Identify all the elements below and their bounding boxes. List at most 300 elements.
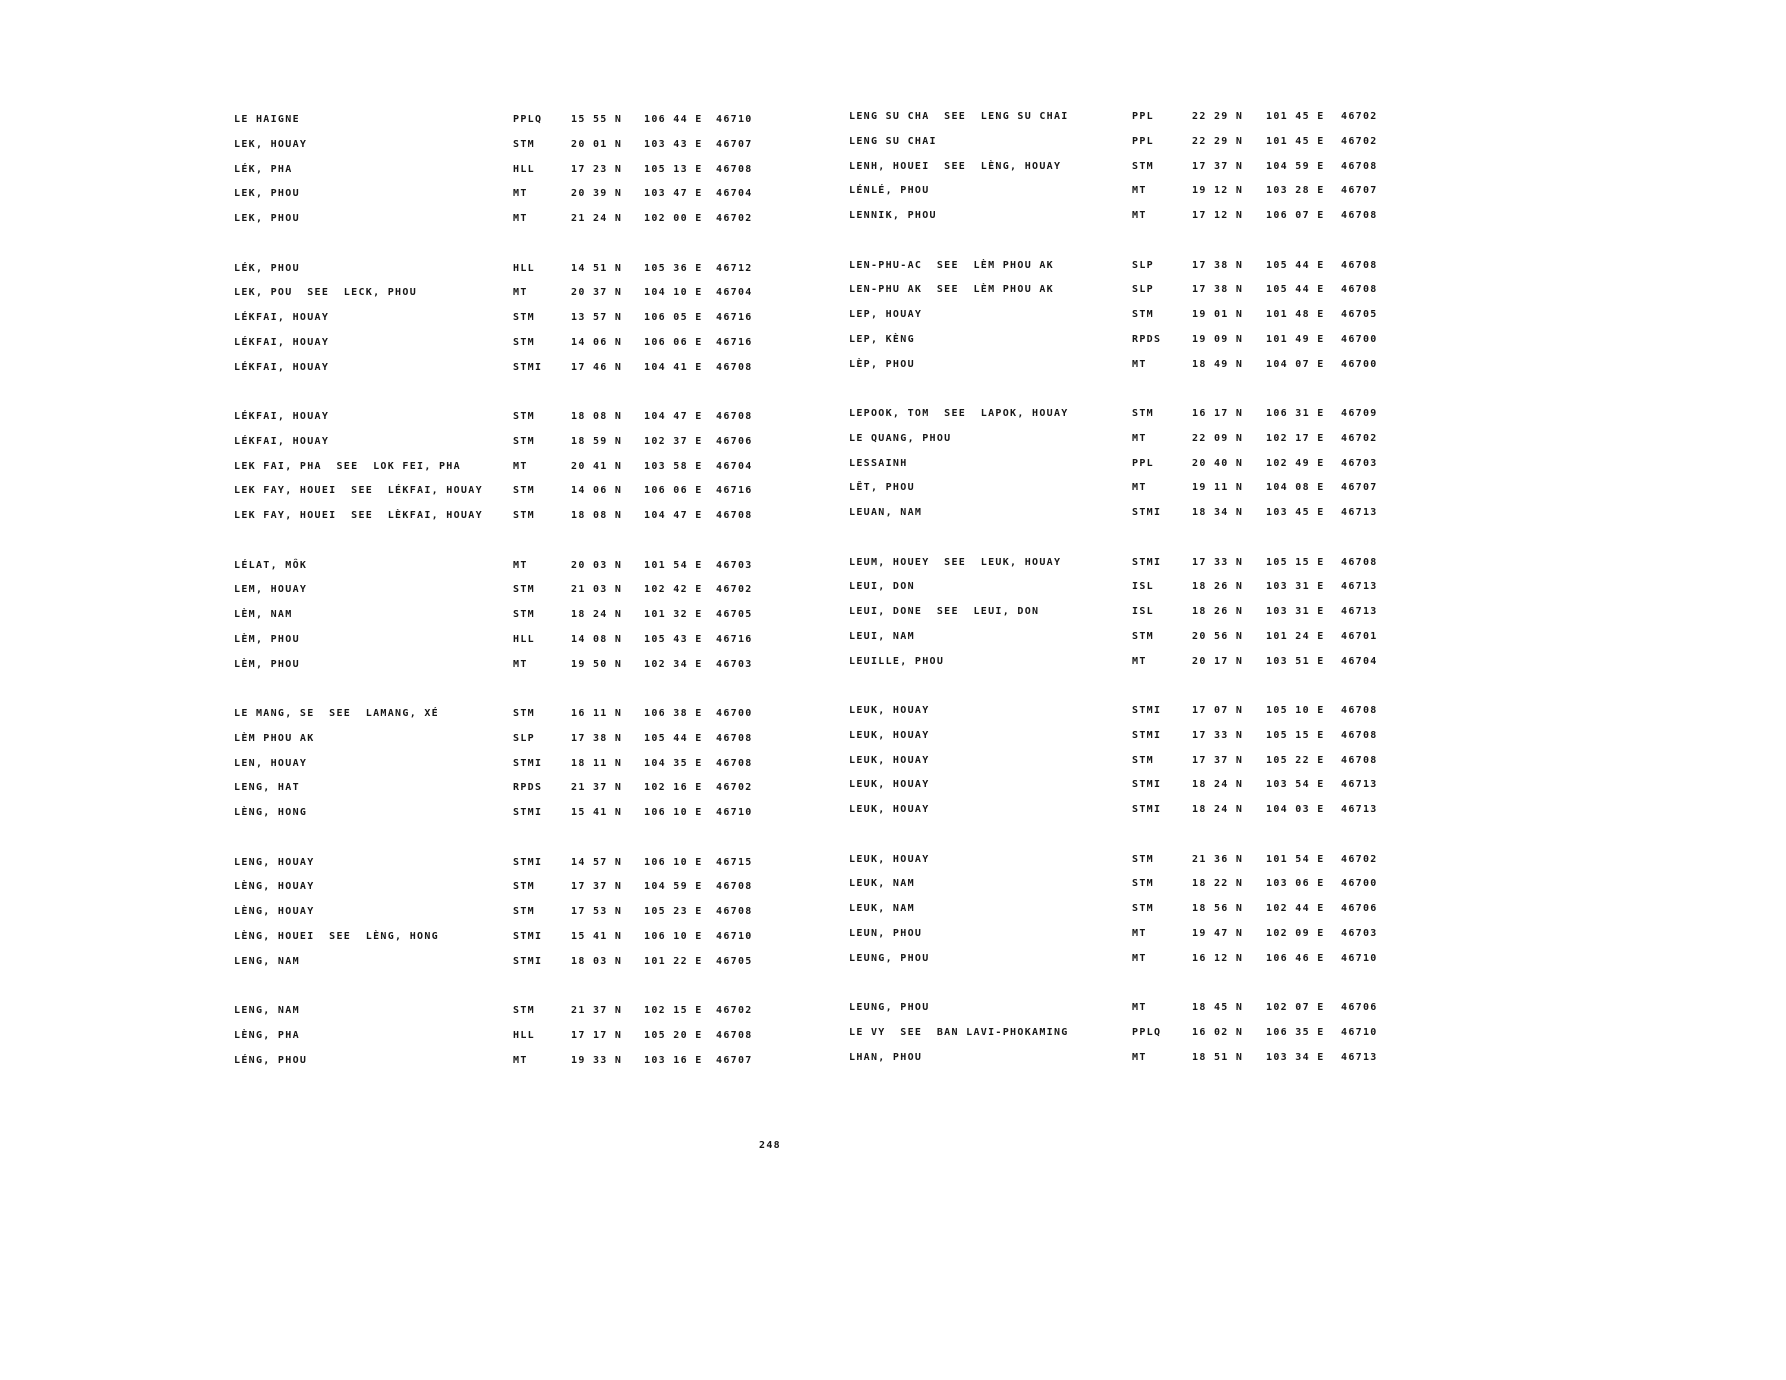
- longitude: 106 31 E: [1266, 408, 1325, 419]
- longitude: 104 41 E: [644, 361, 703, 373]
- map-sheet-code: 46708: [1341, 160, 1378, 172]
- gazetteer-entry: [849, 580, 1409, 594]
- map-sheet-code: 46704: [716, 287, 753, 299]
- longitude: 102 49 E: [1266, 457, 1325, 469]
- entry-name: LÈM, PHOU: [234, 658, 300, 670]
- map-sheet-code: 46708: [716, 906, 753, 917]
- longitude: 105 15 E: [1266, 556, 1325, 568]
- longitude: 103 06 E: [1266, 878, 1325, 890]
- longitude: 103 47 E: [644, 188, 703, 200]
- page-number: 248: [759, 1140, 781, 1151]
- latitude: 17 33 N: [1192, 729, 1244, 741]
- map-sheet-code: 46708: [716, 757, 753, 769]
- entry-name: LÈNG, HOUEI SEE LÈNG, HONG: [234, 930, 439, 942]
- map-sheet-code: 46713: [1341, 606, 1378, 617]
- entry-name: LÉKFAI, HOUAY: [234, 336, 330, 348]
- entry-name: LÉKFAI, HOUAY: [234, 411, 330, 422]
- latitude: 18 24 N: [1192, 804, 1244, 815]
- latitude: 22 09 N: [1192, 432, 1244, 444]
- longitude: 101 22 E: [644, 955, 703, 967]
- latitude: 22 29 N: [1192, 135, 1244, 147]
- latitude: 15 41 N: [571, 807, 623, 818]
- longitude: 101 54 E: [644, 559, 703, 571]
- gazetteer-entry: [849, 605, 1409, 619]
- feature-designation: MT: [1132, 927, 1147, 939]
- gazetteer-entry: [849, 481, 1409, 495]
- feature-designation: STMI: [1132, 729, 1162, 741]
- entry-name: LEN-PHU AK SEE LÈM PHOU AK: [849, 284, 1054, 296]
- latitude: 18 56 N: [1192, 903, 1244, 914]
- feature-designation: MT: [1132, 210, 1147, 221]
- feature-designation: STMI: [1132, 556, 1162, 568]
- feature-designation: PPL: [1132, 457, 1154, 469]
- latitude: 17 37 N: [1192, 160, 1244, 172]
- latitude: 21 37 N: [571, 1005, 623, 1016]
- latitude: 14 51 N: [571, 262, 623, 274]
- feature-designation: SLP: [1132, 259, 1154, 271]
- entry-name: LEUI, NAM: [849, 630, 915, 642]
- entry-name: LEUK, NAM: [849, 878, 915, 890]
- entry-name: LEK FAY, HOUEI SEE LÉKFAI, HOUAY: [234, 485, 483, 497]
- entry-name: LÉKFAI, HOUAY: [234, 312, 330, 323]
- entry-name: LEUK, NAM: [849, 903, 915, 914]
- feature-designation: ISL: [1132, 606, 1154, 617]
- entry-name: LÈM, NAM: [234, 609, 293, 620]
- latitude: 20 17 N: [1192, 655, 1244, 667]
- map-sheet-code: 46702: [1341, 432, 1378, 444]
- latitude: 19 33 N: [571, 1054, 623, 1066]
- map-sheet-code: 46708: [716, 411, 753, 422]
- entry-name: LEUNG, PHOU: [849, 1002, 930, 1013]
- map-sheet-code: 46713: [1341, 779, 1378, 791]
- longitude: 101 45 E: [1266, 111, 1325, 122]
- latitude: 20 37 N: [571, 287, 623, 299]
- longitude: 102 00 E: [644, 213, 703, 224]
- feature-designation: HLL: [513, 262, 535, 274]
- latitude: 20 39 N: [571, 188, 623, 200]
- feature-designation: STM: [513, 435, 535, 447]
- latitude: 18 22 N: [1192, 878, 1244, 890]
- longitude: 104 59 E: [1266, 160, 1325, 172]
- entry-name: LEUM, HOUEY SEE LEUK, HOUAY: [849, 556, 1062, 568]
- map-sheet-code: 46712: [716, 262, 753, 274]
- latitude: 22 29 N: [1192, 111, 1244, 122]
- gazetteer-entry: [849, 1026, 1409, 1040]
- longitude: 102 09 E: [1266, 927, 1325, 939]
- gazetteer-entry: [849, 283, 1409, 297]
- map-sheet-code: 46702: [716, 1005, 753, 1016]
- longitude: 104 59 E: [644, 881, 703, 893]
- gazetteer-entry: [234, 1029, 794, 1043]
- entry-name: LE MANG, SE SEE LAMANG, XÉ: [234, 708, 439, 719]
- longitude: 103 28 E: [1266, 185, 1325, 197]
- gazetteer-entry: [849, 1001, 1409, 1015]
- longitude: 104 07 E: [1266, 358, 1325, 370]
- feature-designation: ISL: [1132, 581, 1154, 593]
- latitude: 17 23 N: [571, 163, 623, 175]
- latitude: 16 12 N: [1192, 952, 1244, 964]
- latitude: 17 07 N: [1192, 705, 1244, 716]
- longitude: 106 10 E: [644, 856, 703, 868]
- gazetteer-entry: [849, 135, 1409, 149]
- latitude: 18 08 N: [571, 510, 623, 521]
- latitude: 21 36 N: [1192, 853, 1244, 865]
- longitude: 106 35 E: [1266, 1026, 1325, 1038]
- gazetteer-entry: [234, 930, 794, 944]
- gazetteer-entry: [234, 707, 794, 721]
- feature-designation: MT: [1132, 655, 1147, 667]
- longitude: 103 54 E: [1266, 779, 1325, 791]
- map-sheet-code: 46708: [1341, 705, 1378, 716]
- longitude: 103 16 E: [644, 1054, 703, 1066]
- feature-designation: MT: [1132, 358, 1147, 370]
- latitude: 14 08 N: [571, 633, 623, 645]
- gazetteer-entry: [849, 630, 1409, 644]
- longitude: 105 10 E: [1266, 705, 1325, 716]
- feature-designation: SLP: [513, 732, 535, 744]
- gazetteer-entry: [849, 877, 1409, 891]
- gazetteer-entry: [849, 1051, 1409, 1065]
- map-sheet-code: 46702: [716, 584, 753, 596]
- map-sheet-code: 46703: [1341, 927, 1378, 939]
- gazetteer-entry: [234, 509, 794, 523]
- gazetteer-entry: [234, 410, 794, 424]
- map-sheet-code: 46702: [1341, 111, 1378, 122]
- entry-name: LÉK, PHOU: [234, 262, 300, 274]
- map-sheet-code: 46700: [1341, 358, 1378, 370]
- entry-name: LENG, HOUAY: [234, 856, 315, 868]
- latitude: 17 37 N: [1192, 754, 1244, 766]
- longitude: 104 47 E: [644, 510, 703, 521]
- entry-name: LEUAN, NAM: [849, 507, 923, 518]
- gazetteer-entry: [849, 902, 1409, 916]
- latitude: 17 53 N: [571, 906, 623, 917]
- latitude: 21 03 N: [571, 584, 623, 596]
- map-sheet-code: 46707: [1341, 482, 1378, 494]
- latitude: 14 06 N: [571, 336, 623, 348]
- map-sheet-code: 46710: [716, 807, 753, 818]
- gazetteer-entry: [234, 361, 794, 375]
- feature-designation: PPL: [1132, 135, 1154, 147]
- longitude: 103 45 E: [1266, 507, 1325, 518]
- gazetteer-entry: [234, 187, 794, 201]
- feature-designation: STM: [513, 881, 535, 893]
- longitude: 105 44 E: [1266, 284, 1325, 296]
- longitude: 103 31 E: [1266, 606, 1325, 617]
- map-sheet-code: 46707: [716, 138, 753, 150]
- feature-designation: MT: [1132, 1051, 1147, 1063]
- latitude: 20 56 N: [1192, 630, 1244, 642]
- latitude: 19 47 N: [1192, 927, 1244, 939]
- feature-designation: STMI: [513, 361, 543, 373]
- entry-name: LEM, HOUAY: [234, 584, 308, 596]
- longitude: 106 38 E: [644, 708, 703, 719]
- map-sheet-code: 46700: [1341, 878, 1378, 890]
- gazetteer-entry: [234, 1004, 794, 1018]
- longitude: 102 37 E: [644, 435, 703, 447]
- gazetteer-entry: [849, 308, 1409, 322]
- map-sheet-code: 46716: [716, 312, 753, 323]
- entry-name: LEUNG, PHOU: [849, 952, 930, 964]
- map-sheet-code: 46708: [716, 361, 753, 373]
- gazetteer-entry: [849, 704, 1409, 718]
- longitude: 102 44 E: [1266, 903, 1325, 914]
- feature-designation: PPL: [1132, 111, 1154, 122]
- longitude: 103 43 E: [644, 138, 703, 150]
- feature-designation: STMI: [1132, 779, 1162, 791]
- longitude: 103 34 E: [1266, 1051, 1325, 1063]
- map-sheet-code: 46713: [1341, 1051, 1378, 1063]
- feature-designation: MT: [513, 658, 528, 670]
- entry-name: LEUILLE, PHOU: [849, 655, 945, 667]
- entry-name: LEK, POU SEE LECK, PHOU: [234, 287, 418, 299]
- entry-name: LÉNLÉ, PHOU: [849, 185, 930, 197]
- gazetteer-entry: [234, 583, 794, 597]
- map-sheet-code: 46708: [1341, 284, 1378, 296]
- latitude: 17 37 N: [571, 881, 623, 893]
- longitude: 103 51 E: [1266, 655, 1325, 667]
- map-sheet-code: 46710: [716, 114, 753, 125]
- entry-name: LENNIK, PHOU: [849, 210, 937, 221]
- right-column: [849, 110, 1409, 1090]
- feature-designation: PPLQ: [1132, 1026, 1162, 1038]
- gazetteer-entry: [234, 955, 794, 969]
- gazetteer-entry: [849, 853, 1409, 867]
- longitude: 104 35 E: [644, 757, 703, 769]
- feature-designation: RPDS: [513, 782, 543, 794]
- map-sheet-code: 46707: [716, 1054, 753, 1066]
- gazetteer-entry: [849, 778, 1409, 792]
- latitude: 17 46 N: [571, 361, 623, 373]
- left-column: [234, 113, 794, 1093]
- entry-name: LENG, HAT: [234, 782, 300, 794]
- map-sheet-code: 46710: [1341, 952, 1378, 964]
- entry-name: LEUK, HOUAY: [849, 754, 930, 766]
- feature-designation: STM: [1132, 309, 1154, 320]
- entry-name: LESSAINH: [849, 457, 908, 469]
- feature-designation: HLL: [513, 633, 535, 645]
- latitude: 15 55 N: [571, 114, 623, 125]
- map-sheet-code: 46703: [1341, 457, 1378, 469]
- entry-name: LENG SU CHA SEE LENG SU CHAI: [849, 111, 1069, 122]
- feature-designation: STMI: [1132, 507, 1162, 518]
- entry-name: LEUK, HOUAY: [849, 729, 930, 741]
- entry-name: LÊT, PHOU: [849, 482, 915, 494]
- map-sheet-code: 46702: [716, 213, 753, 224]
- entry-name: LÈM PHOU AK: [234, 732, 315, 744]
- longitude: 102 34 E: [644, 658, 703, 670]
- feature-designation: STMI: [513, 930, 543, 942]
- gazetteer-entry: [234, 559, 794, 573]
- entry-name: LEUK, HOUAY: [849, 853, 930, 865]
- longitude: 106 10 E: [644, 807, 703, 818]
- entry-name: LÈP, PHOU: [849, 358, 915, 370]
- gazetteer-entry: [849, 556, 1409, 570]
- longitude: 104 10 E: [644, 287, 703, 299]
- gazetteer-entry: [849, 655, 1409, 669]
- latitude: 18 24 N: [571, 609, 623, 620]
- longitude: 101 24 E: [1266, 630, 1325, 642]
- gazetteer-entry: [234, 163, 794, 177]
- latitude: 16 11 N: [571, 708, 623, 719]
- entry-name: LEN-PHU-AC SEE LÈM PHOU AK: [849, 259, 1054, 271]
- map-sheet-code: 46709: [1341, 408, 1378, 419]
- gazetteer-entry: [849, 333, 1409, 347]
- longitude: 106 10 E: [644, 930, 703, 942]
- feature-designation: MT: [1132, 432, 1147, 444]
- longitude: 106 07 E: [1266, 210, 1325, 221]
- latitude: 13 57 N: [571, 312, 623, 323]
- gazetteer-entry: [234, 212, 794, 226]
- longitude: 104 47 E: [644, 411, 703, 422]
- entry-name: LE VY SEE BAN LAVI-PHOKAMING: [849, 1026, 1069, 1038]
- entry-name: LEPOOK, TOM SEE LAPOK, HOUAY: [849, 408, 1069, 419]
- map-sheet-code: 46704: [716, 188, 753, 200]
- latitude: 18 03 N: [571, 955, 623, 967]
- map-sheet-code: 46713: [1341, 581, 1378, 593]
- entry-name: LÈNG, PHA: [234, 1029, 300, 1041]
- longitude: 103 58 E: [644, 460, 703, 472]
- latitude: 18 26 N: [1192, 581, 1244, 593]
- gazetteer-entry: [849, 729, 1409, 743]
- map-sheet-code: 46713: [1341, 804, 1378, 815]
- feature-designation: MT: [1132, 185, 1147, 197]
- map-sheet-code: 46708: [716, 510, 753, 521]
- feature-designation: STM: [1132, 903, 1154, 914]
- entry-name: LEP, KÈNG: [849, 333, 915, 345]
- longitude: 102 07 E: [1266, 1002, 1325, 1013]
- map-sheet-code: 46716: [716, 336, 753, 348]
- feature-designation: MT: [513, 460, 528, 472]
- gazetteer-entry: [849, 184, 1409, 198]
- map-sheet-code: 46703: [716, 559, 753, 571]
- entry-name: LEUK, HOUAY: [849, 779, 930, 791]
- map-sheet-code: 46705: [716, 609, 753, 620]
- longitude: 105 36 E: [644, 262, 703, 274]
- map-sheet-code: 46708: [1341, 729, 1378, 741]
- gazetteer-entry: [849, 209, 1409, 223]
- feature-designation: PPLQ: [513, 114, 543, 125]
- feature-designation: STMI: [513, 807, 543, 818]
- entry-name: LENH, HOUEI SEE LÈNG, HOUAY: [849, 160, 1062, 172]
- gazetteer-entry: [234, 905, 794, 919]
- feature-designation: STM: [1132, 754, 1154, 766]
- map-sheet-code: 46708: [1341, 754, 1378, 766]
- entry-name: LHAN, PHOU: [849, 1051, 923, 1063]
- feature-designation: STM: [513, 510, 535, 521]
- map-sheet-code: 46706: [1341, 903, 1378, 914]
- latitude: 18 45 N: [1192, 1002, 1244, 1013]
- feature-designation: STM: [1132, 408, 1154, 419]
- feature-designation: STMI: [513, 856, 543, 868]
- feature-designation: STM: [513, 336, 535, 348]
- feature-designation: STM: [1132, 853, 1154, 865]
- gazetteer-entry: [849, 110, 1409, 124]
- map-sheet-code: 46701: [1341, 630, 1378, 642]
- gazetteer-entry: [849, 407, 1409, 421]
- feature-designation: STM: [513, 708, 535, 719]
- entry-name: LÈNG, HOUAY: [234, 881, 315, 893]
- entry-name: LÉK, PHA: [234, 163, 293, 175]
- gazetteer-entry: [849, 259, 1409, 273]
- latitude: 20 41 N: [571, 460, 623, 472]
- entry-name: LEN, HOUAY: [234, 757, 308, 769]
- longitude: 103 31 E: [1266, 581, 1325, 593]
- gazetteer-entry: [849, 952, 1409, 966]
- longitude: 105 22 E: [1266, 754, 1325, 766]
- entry-name: LÉLAT, MÔK: [234, 559, 308, 571]
- longitude: 106 44 E: [644, 114, 703, 125]
- feature-designation: MT: [513, 1054, 528, 1066]
- longitude: 106 06 E: [644, 336, 703, 348]
- gazetteer-entry: [234, 311, 794, 325]
- latitude: 17 33 N: [1192, 556, 1244, 568]
- entry-name: LEUN, PHOU: [849, 927, 923, 939]
- entry-name: LENG, NAM: [234, 955, 300, 967]
- latitude: 18 24 N: [1192, 779, 1244, 791]
- latitude: 20 01 N: [571, 138, 623, 150]
- longitude: 101 54 E: [1266, 853, 1325, 865]
- map-sheet-code: 46707: [1341, 185, 1378, 197]
- entry-name: LEK FAI, PHA SEE LOK FEI, PHA: [234, 460, 461, 472]
- feature-designation: MT: [513, 559, 528, 571]
- gazetteer-entry: [849, 457, 1409, 471]
- feature-designation: STM: [513, 906, 535, 917]
- feature-designation: STMI: [513, 955, 543, 967]
- gazetteer-entry: [849, 432, 1409, 446]
- gazetteer-entry: [849, 160, 1409, 174]
- entry-name: LEK FAY, HOUEI SEE LÈKFAI, HOUAY: [234, 510, 483, 521]
- latitude: 21 37 N: [571, 782, 623, 794]
- latitude: 15 41 N: [571, 930, 623, 942]
- longitude: 104 08 E: [1266, 482, 1325, 494]
- longitude: 105 44 E: [1266, 259, 1325, 271]
- longitude: 102 16 E: [644, 782, 703, 794]
- latitude: 17 38 N: [571, 732, 623, 744]
- gazetteer-entry: [849, 358, 1409, 372]
- feature-designation: STM: [1132, 160, 1154, 172]
- longitude: 105 23 E: [644, 906, 703, 917]
- latitude: 18 34 N: [1192, 507, 1244, 518]
- feature-designation: STM: [513, 584, 535, 596]
- latitude: 19 09 N: [1192, 333, 1244, 345]
- gazetteer-entry: [234, 880, 794, 894]
- entry-name: LEUI, DON: [849, 581, 915, 593]
- entry-name: LÈNG, HONG: [234, 807, 308, 818]
- entry-name: LÉNG, PHOU: [234, 1054, 308, 1066]
- feature-designation: MT: [1132, 1002, 1147, 1013]
- map-sheet-code: 46715: [716, 856, 753, 868]
- map-sheet-code: 46706: [1341, 1002, 1378, 1013]
- map-sheet-code: 46710: [1341, 1026, 1378, 1038]
- feature-designation: SLP: [1132, 284, 1154, 296]
- longitude: 102 17 E: [1266, 432, 1325, 444]
- latitude: 18 26 N: [1192, 606, 1244, 617]
- feature-designation: STMI: [513, 757, 543, 769]
- map-sheet-code: 46700: [716, 708, 753, 719]
- map-sheet-code: 46708: [1341, 556, 1378, 568]
- gazetteer-entry: [234, 633, 794, 647]
- feature-designation: STMI: [1132, 804, 1162, 815]
- gazetteer-entry: [849, 927, 1409, 941]
- gazetteer-entry: [234, 336, 794, 350]
- map-sheet-code: 46702: [1341, 853, 1378, 865]
- entry-name: LEK, PHOU: [234, 188, 300, 200]
- gazetteer-entry: [234, 608, 794, 622]
- entry-name: LENG SU CHAI: [849, 135, 937, 147]
- latitude: 18 08 N: [571, 411, 623, 422]
- longitude: 101 45 E: [1266, 135, 1325, 147]
